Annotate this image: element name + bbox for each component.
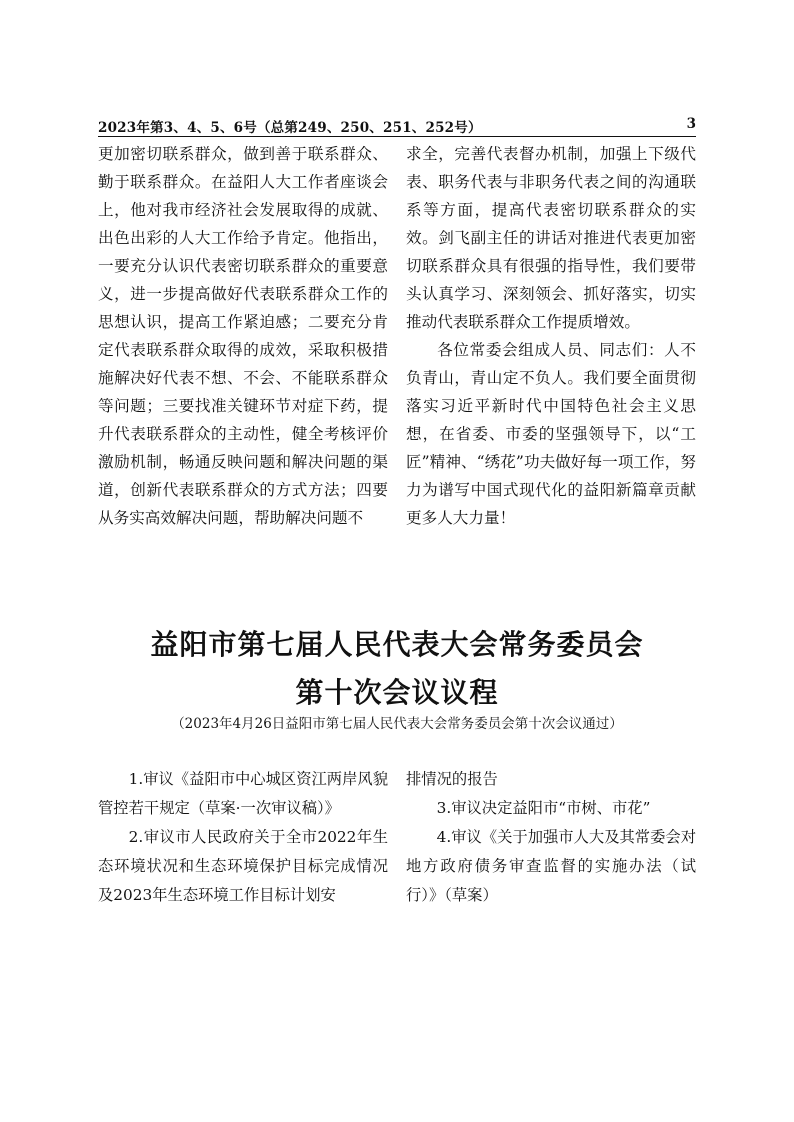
article-left-column (98, 140, 388, 532)
agenda-left-column (98, 765, 388, 910)
agenda-title-line1: 益阳市第七届人民代表大会常务委员会 (150, 628, 644, 661)
agenda-item-4: 4.审议《关于加强市人大及其常委会对地方政府债务审查监督的实施办法（试行）》（草案） (406, 828, 696, 904)
running-header (98, 116, 696, 137)
agenda-title (0, 625, 794, 713)
agenda-title-line2: 第十次会议议程 (295, 676, 499, 709)
agenda-item-2-continued: 排情况的报告 (406, 770, 498, 788)
agenda-item-1: 1.审议《益阳市中心城区资江两岸风貌管控若干规定（草案·一次审议稿）》 (98, 770, 388, 817)
article-right-column (406, 140, 696, 532)
page-number: 3 (686, 116, 696, 132)
agenda-right-column (406, 765, 696, 910)
article-paragraph: 更加密切联系群众，做到善于联系群众、勤于联系群众。在益阳人大工作者座谈会上，他对我市经济社会发展取得的成就、出色出彩的人大工作给予肯定。他指出，一要充分认识代表密切联系群众的重要意义，进一步提高做好代表联系群众工作的思想认识，提高工作紧迫感；二要充分肯定代表联系群众取得的成效，采取积极措施解决好代表不想、不会、不能联系群众等问题；三要找准关键环节对症下药，提升代表联系群众的主动性，健全考核评价激励机制，畅通反映问题和解决问题的渠道，创新代表联系群众的方式方法；四要从务实高效解决问题，帮助解决问题不 (98, 145, 388, 527)
article-paragraph: 求全，完善代表督办机制，加强上下级代表、职务代表与非职务代表之间的沟通联系等方面，提高代表密切联系群众的实效。剑飞副主任的讲话对推进代表更加密切联系群众具有很强的指导性，我们要带头认真学习、深刻领会、抓好落实，切实推动代表联系群众工作提质增效。 (406, 145, 696, 331)
agenda-subtitle: （2023年4月26日益阳市第七届人民代表大会常务委员会第十次会议通过） (171, 716, 623, 732)
issue-info: 2023年第3、4、5、6号（总第249、250、251、252号） (98, 120, 482, 136)
article-paragraph: 各位常委会组成人员、同志们：人不负青山，青山定不负人。我们要全面贯彻落实习近平新时代中国特色社会主义思想，在省委、市委的坚强领导下，以“工匠”精神、“绣花”功夫做好每一项工作，努力为谱写中国式现代化的益阳新篇章贡献更多人大力量！ (406, 341, 696, 527)
agenda-item-3: 3.审议决定益阳市“市树、市花” (436, 799, 651, 817)
agenda-item-2: 2.审议市人民政府关于全市2022年生态环境状况和生态环境保护目标完成情况及2023年生态环境工作目标计划安 (98, 828, 388, 904)
